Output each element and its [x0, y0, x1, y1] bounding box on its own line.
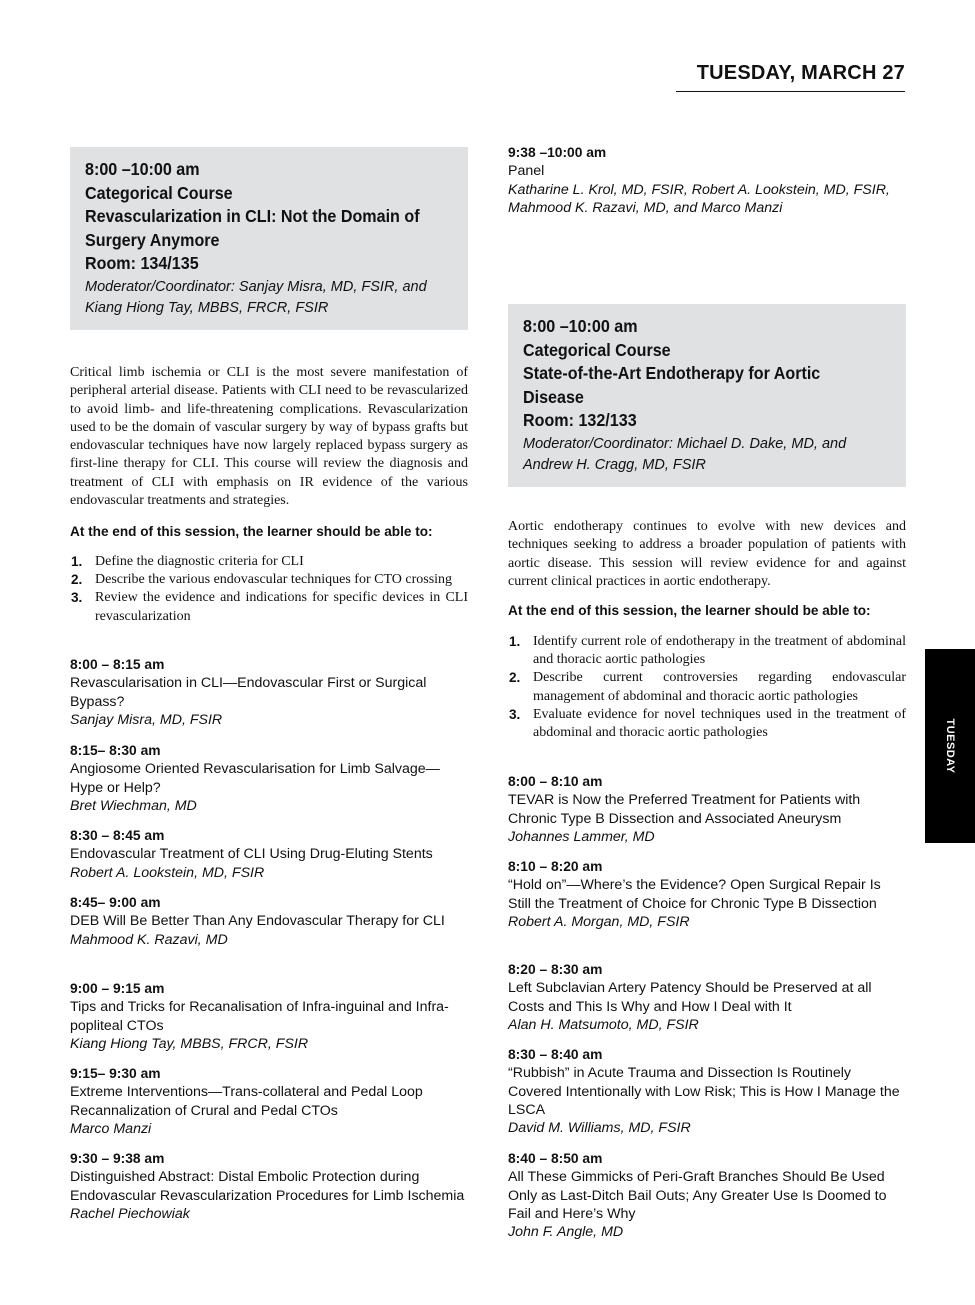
talk-speaker: Marco Manzi: [70, 1120, 152, 1137]
talk-title: Extreme Interventions—Trans-collateral and Pedal Loop Recannalization of Crural and Pedal CTOs: [70, 1084, 423, 1119]
talk-speaker: David M. Williams, MD, FSIR: [508, 1120, 691, 1137]
talk-speaker: Katharine L. Krol, MD, FSIR, Robert A. Lookstein, MD, FSIR, Mahmood K. Razavi, MD, and Marco Manzi: [508, 181, 890, 216]
talk-time: 9:00 – 9:15 am: [70, 981, 165, 996]
talk-title: DEB Will Be Better Than Any Endovascular Therapy for CLI: [70, 913, 445, 930]
talk-entry: [508, 773, 906, 846]
talk-speaker: Mahmood K. Razavi, MD: [70, 931, 228, 948]
talk-title: All These Gimmicks of Peri-Graft Branches Should Be Used Only as Last-Ditch Bail Outs; Any Greater Use Is Doomed to Fail and Here’s Why: [508, 1169, 887, 1222]
talk-time: 9:30 – 9:38 am: [70, 1151, 165, 1166]
side-tab-tuesday: [925, 649, 975, 843]
list-number: 1.: [509, 634, 521, 649]
list-text: Identify current role of endotherapy in the treatment of abdominal and thoracic aortic pathologies: [533, 634, 906, 668]
talk-speaker: Kiang Hiong Tay, MBBS, FRCR, FSIR: [70, 1035, 309, 1052]
right-course-box: [508, 304, 906, 487]
list-item: [508, 706, 906, 742]
side-tab-label: TUESDAY: [944, 718, 956, 774]
talk-title: TEVAR is Now the Preferred Treatment for Patients with Chronic Type B Dissection and Associated Aneurysm: [508, 792, 861, 827]
talk-time: 8:30 – 8:40 am: [508, 1047, 603, 1062]
talk-speaker: Robert A. Lookstein, MD, FSIR: [70, 864, 265, 881]
talk-entry: [70, 1150, 468, 1223]
talk-entry: [70, 656, 468, 729]
talk-title: “Rubbish” in Acute Trauma and Dissection Is Routinely Covered Intentionally with Low Risk; This is How I Manage the LSCA: [508, 1065, 900, 1118]
talk-time: 8:30 – 8:45 am: [70, 828, 165, 843]
talk-speaker: Johannes Lammer, MD: [508, 828, 655, 845]
talk-title: Tips and Tricks for Recanalisation of Infra-inguinal and Infra-popliteal CTOs: [70, 999, 449, 1034]
talk-speaker: Alan H. Matsumoto, MD, FSIR: [508, 1016, 699, 1033]
talk-time: 8:00 – 8:10 am: [508, 774, 603, 789]
talk-time: 8:20 – 8:30 am: [508, 962, 603, 977]
talk-entry: [508, 858, 906, 931]
list-text: Describe the various endovascular techniques for CTO crossing: [95, 572, 453, 588]
talk-title: Angiosome Oriented Revascularisation for Limb Salvage—Hype or Help?: [70, 761, 440, 796]
left-objectives-heading: At the end of this session, the learner should be able to:: [70, 524, 433, 539]
talk-title: Left Subclavian Artery Patency Should be Preserved at all Costs and This Is Why and How I Deal with It: [508, 980, 872, 1015]
left-course-abstract: Critical limb ischemia or CLI is the most severe manifestation of peripheral arterial disease. Patients with CLI need to be revascularized to avoid limb- and life-threatening complications. Revascularization used to be the domain of vascular surgery by way of bypass grafts but endovascular techniques have now largely replaced bypass surgery as first-line therapy for CLI. This course will review the diagnosis and treatment of CLI with emphasis on IR evidence of the various endovascular treatments and strategies.: [70, 365, 468, 509]
talk-title: Distinguished Abstract: Distal Embolic Protection during Endovascular Revascularization Procedures for Limb Ischemia: [70, 1169, 465, 1204]
right-course-type: Categorical Course: [523, 339, 671, 360]
left-course-moderator-2: Kiang Hiong Tay, MBBS, FRCR, FSIR: [85, 299, 329, 316]
talk-title: “Hold on”—Where’s the Evidence? Open Surgical Repair Is Still the Treatment of Choice for Chronic Type B Dissection: [508, 877, 881, 912]
right-objectives-heading: At the end of this session, the learner should be able to:: [508, 603, 871, 618]
list-text: Review the evidence and indications for specific devices in CLI revascularization: [95, 590, 468, 624]
talk-time: 9:15– 9:30 am: [70, 1066, 161, 1081]
talk-speaker: Rachel Piechowiak: [70, 1205, 190, 1222]
right-course-abstract: Aortic endotherapy continues to evolve with new devices and techniques seeking to address a broader population of patients with aortic disease. This session will review evidence for and against current clinical practices in aortic endotherapy.: [508, 519, 906, 589]
left-course-title-1: Revascularization in CLI: Not the Domain of: [85, 206, 420, 226]
right-course-time: 8:00 –10:00 am: [523, 316, 638, 336]
talk-time: 8:45– 9:00 am: [70, 895, 161, 910]
page-header-date: TUESDAY, MARCH 27: [676, 62, 905, 92]
talk-entry: [70, 894, 468, 949]
left-course-time: 8:00 –10:00 am: [85, 159, 200, 179]
list-text: Evaluate evidence for novel techniques used in the treatment of abdominal and thoracic aortic pathologies: [533, 706, 906, 741]
list-number: 3.: [71, 590, 83, 606]
left-objectives-list: [70, 553, 468, 626]
talk-entry: [70, 742, 468, 815]
right-course-moderator-1: Moderator/Coordinator: Michael D. Dake, MD, and: [523, 435, 847, 452]
talk-speaker: Robert A. Morgan, MD, FSIR: [508, 913, 690, 930]
talk-entry: [70, 980, 468, 1053]
left-course-title-2: Surgery Anymore: [85, 229, 220, 250]
right-course-moderator-2: Andrew H. Cragg, MD, FSIR: [523, 456, 706, 473]
talk-title: Endovascular Treatment of CLI Using Drug-Eluting Stents: [70, 846, 433, 863]
list-item: [70, 589, 468, 625]
left-course-room: Room: 134/135: [85, 253, 199, 273]
talk-time: 9:38 –10:00 am: [508, 145, 607, 160]
list-text: Define the diagnostic criteria for CLI: [95, 554, 304, 569]
list-number: 2.: [509, 670, 521, 686]
left-course-type: Categorical Course: [85, 182, 233, 203]
talk-speaker: John F. Angle, MD: [508, 1224, 624, 1241]
talk-title: Panel: [508, 163, 545, 180]
talk-speaker: Sanjay Misra, MD, FSIR: [70, 711, 223, 728]
panel-talk-entry: [508, 144, 906, 217]
talk-entry: [70, 827, 468, 882]
list-number: 3.: [509, 706, 521, 722]
list-number: 1.: [71, 554, 83, 569]
left-course-box: [70, 147, 468, 330]
talk-time: 8:15– 8:30 am: [70, 743, 161, 758]
talk-time: 8:40 – 8:50 am: [508, 1151, 603, 1166]
right-objectives-list: [508, 633, 906, 742]
talk-title: Revascularisation in CLI—Endovascular First or Surgical Bypass?: [70, 675, 427, 710]
right-course-title-2: Disease: [523, 386, 584, 407]
talk-entry: [508, 1150, 906, 1241]
left-course-moderator-1: Moderator/Coordinator: Sanjay Misra, MD, FSIR, and: [85, 278, 427, 295]
list-item: [508, 669, 906, 705]
right-course-room: Room: 132/133: [523, 410, 637, 430]
talk-entry: [508, 1046, 906, 1137]
talk-time: 8:00 – 8:15 am: [70, 657, 165, 672]
list-number: 2.: [71, 572, 83, 588]
talk-entry: [508, 961, 906, 1034]
list-item: [70, 553, 468, 571]
list-item: [70, 571, 468, 589]
talk-entry: [70, 1065, 468, 1138]
talk-speaker: Bret Wiechman, MD: [70, 797, 197, 814]
right-course-title-1: State-of-the-Art Endotherapy for Aortic: [523, 363, 821, 383]
list-text: Describe current controversies regarding endovascular management of abdominal and thoracic aortic pathologies: [533, 670, 906, 704]
list-item: [508, 633, 906, 669]
talk-time: 8:10 – 8:20 am: [508, 859, 603, 874]
